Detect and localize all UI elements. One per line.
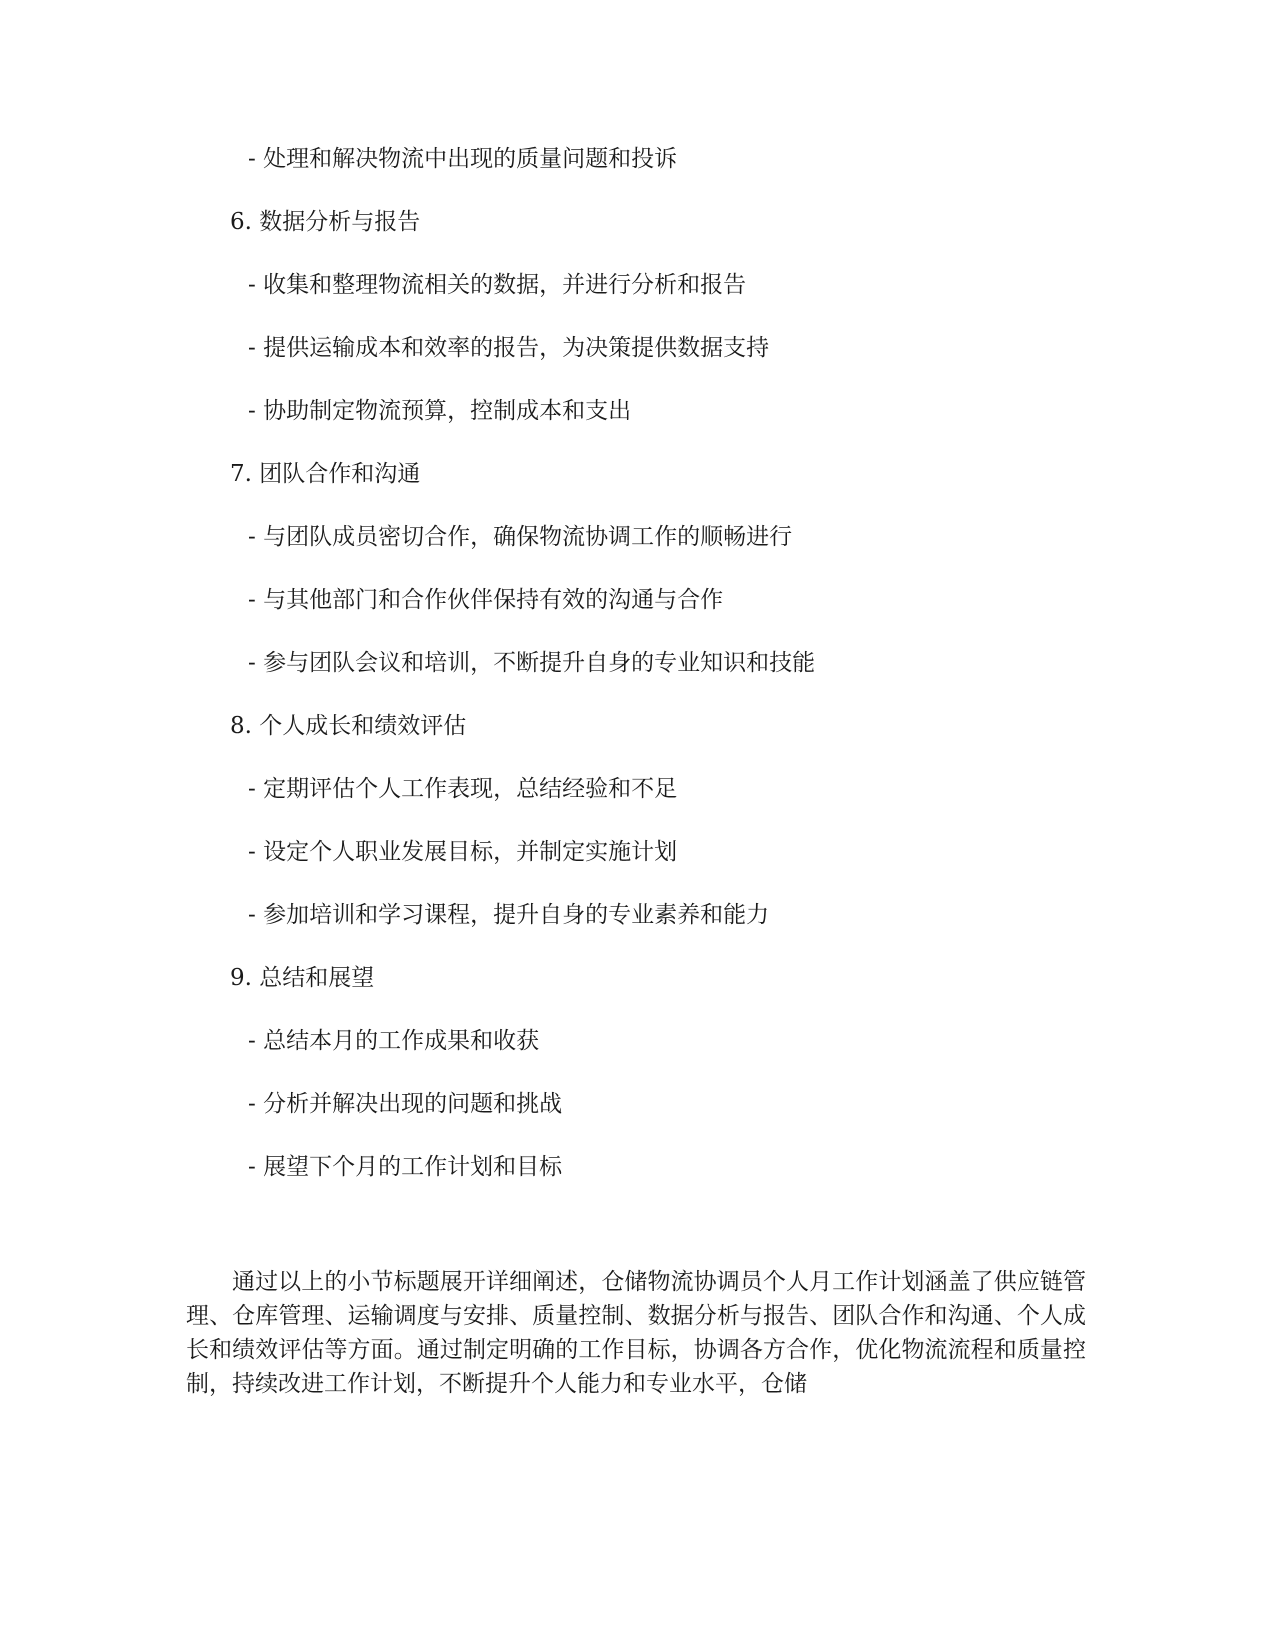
summary-paragraph — [186, 1265, 1086, 1401]
bullet-meetings-training: - 参与团队会议和培训，不断提升自身的专业知识和技能 — [248, 650, 816, 676]
bullet-problems: - 分析并解决出现的问题和挑战 — [248, 1091, 563, 1117]
bullet-career-goals: - 设定个人职业发展目标，并制定实施计划 — [248, 839, 678, 865]
bullet-budget: - 协助制定物流预算，控制成本和支出 — [248, 398, 632, 424]
bullet-collect-data: - 收集和整理物流相关的数据，并进行分析和报告 — [248, 272, 747, 298]
bullet-team-cooperation: - 与团队成员密切合作，确保物流协调工作的顺畅进行 — [248, 524, 793, 550]
heading-teamwork: 7. 团队合作和沟通 — [230, 461, 421, 487]
bullet-training-courses: - 参加培训和学习课程，提升自身的专业素养和能力 — [248, 902, 770, 928]
bullet-self-evaluation: - 定期评估个人工作表现，总结经验和不足 — [248, 776, 678, 802]
bullet-monthly-results: - 总结本月的工作成果和收获 — [248, 1028, 540, 1054]
summary-text: 通过以上的小节标题展开详细阐述，仓储物流协调员个人月工作计划涵盖了供应链管理、仓库管理、运输调度与安排、质量控制、数据分析与报告、团队合作和沟通、个人成长和绩效评估等方面。通过制定明确的工作目标，协调各方合作，优化物流流程和质量控制，持续改进工作计划，不断提升个人能力和专业水平，仓储 — [186, 1269, 1086, 1397]
bullet-quality-issues: - 处理和解决物流中出现的质量问题和投诉 — [248, 146, 678, 172]
heading-personal-growth: 8. 个人成长和绩效评估 — [230, 713, 467, 739]
heading-summary-outlook: 9. 总结和展望 — [230, 965, 375, 991]
heading-data-analysis: 6. 数据分析与报告 — [230, 209, 421, 235]
bullet-next-month: - 展望下个月的工作计划和目标 — [248, 1154, 563, 1180]
bullet-communication: - 与其他部门和合作伙伴保持有效的沟通与合作 — [248, 587, 724, 613]
bullet-cost-report: - 提供运输成本和效率的报告，为决策提供数据支持 — [248, 335, 770, 361]
